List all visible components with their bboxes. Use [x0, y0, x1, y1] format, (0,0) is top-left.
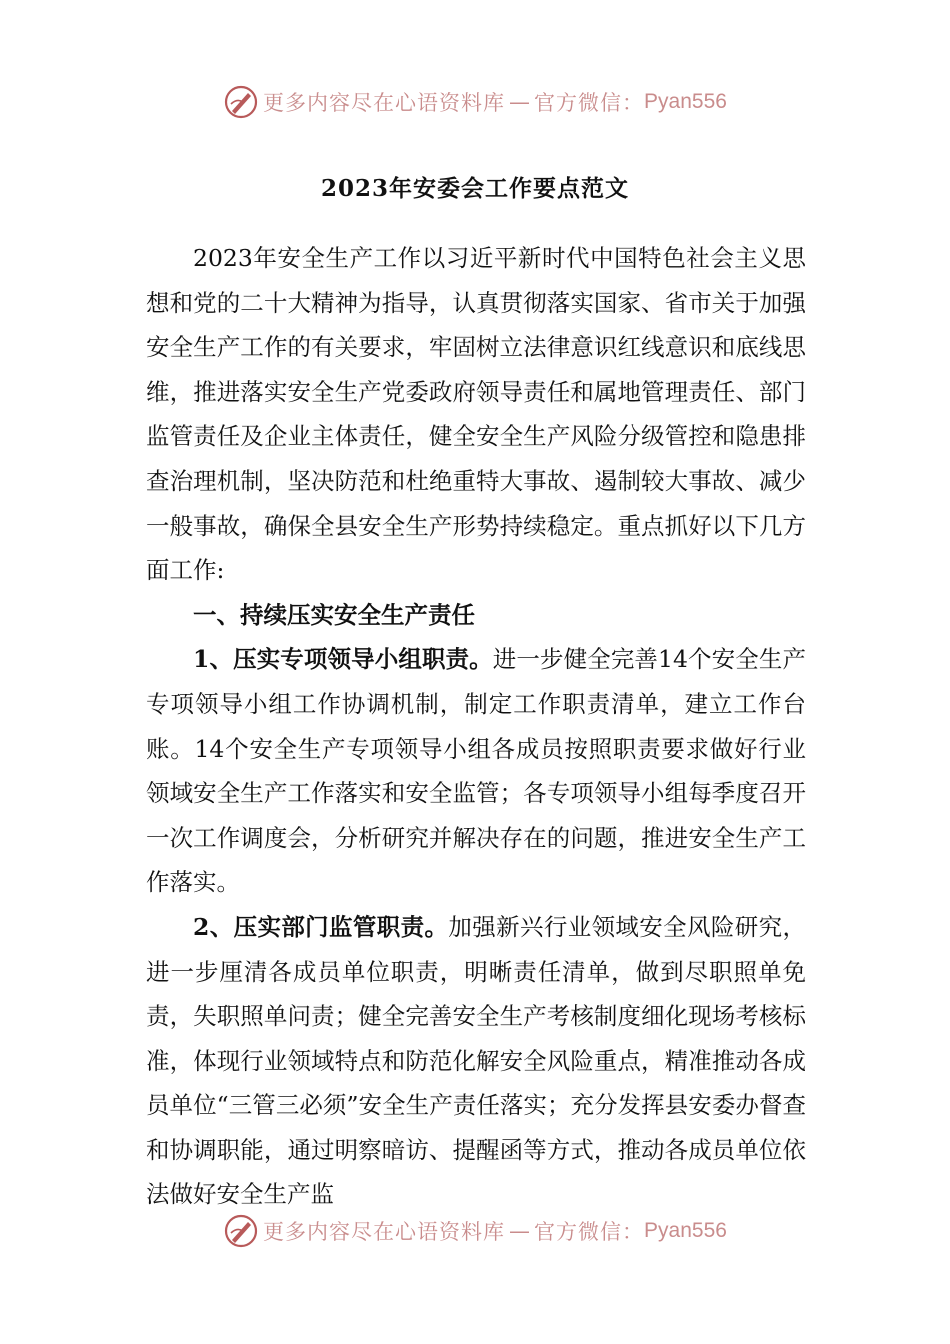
intro-paragraph: 2023年安全生产工作以习近平新时代中国特色社会主义思想和党的二十大精神为指导，认真贯彻落实国家、省市关于加强安全生产工作的有关要求，牢固树立法律意识红线意识和底线思维，推进落实安全生产党委政府领导责任和属地管理责任、部门监管责任及企业主体责任，健全安全生产风险分级管控和隐患排查治理机制，坚决防范和杜绝重特大事故、遏制较大事故、减少一般事故，确保全县安全生产形势持续稳定。重点抓好以下几方面工作: — [146, 244, 806, 585]
item-body-1: 进一步健全完善14个安全生产专项领导小组工作协调机制，制定工作职责清单，建立工作台账。14个安全生产专项领导小组各成员按照职责要求做好行业领域安全生产工作落实和安全监管；各专项领导小组每季度召开一次工作调度会，分析研究并解决存在的问题，推进安全生产工作落实。 — [146, 645, 806, 897]
header-banner — [0, 82, 950, 122]
banner-wechat-code: Pyan556 — [644, 90, 727, 113]
banner-text: 更多内容尽在心语资料库 — [263, 1220, 506, 1244]
section-heading-1: 一、持续压实安全生产责任 — [193, 600, 475, 629]
item-body-2: 加强新兴行业领域安全风险研究，进一步厘清各成员单位职责，明晰责任清单，做到尽职照单免责，失职照单问责；健全完善安全生产考核制度细化现场考核标准，体现行业领域特点和防范化解安全风险重点，精准推动各成员单位“三管三必须”安全生产责任落实；充分发挥县安委办督查和协调职能，通过明察暗访、提醒函等方式，推动各成员单位依法做好安全生产监 — [146, 912, 806, 1209]
banner-dash: — — [509, 1219, 531, 1243]
document-title: 2023年安委会工作要点范文 — [320, 175, 629, 202]
banner-text: 更多内容尽在心语资料库 — [263, 91, 506, 115]
banner-wechat-code: Pyan556 — [644, 1219, 727, 1242]
banner-wechat-label: 官方微信： — [534, 1220, 645, 1244]
item-paragraph-2 — [146, 905, 806, 1217]
banner-wechat-label: 官方微信： — [534, 91, 645, 115]
item-lead-2: 2、压实部门监管职责。 — [193, 912, 449, 941]
footer-banner — [0, 1211, 950, 1251]
banner-dash: — — [509, 90, 531, 114]
document-body — [146, 236, 806, 1217]
item-lead-1: 1、压实专项领导小组职责。 — [193, 645, 493, 674]
pen-logo-icon — [223, 1213, 259, 1249]
pen-logo-icon — [223, 84, 259, 120]
item-paragraph-1 — [146, 637, 806, 905]
